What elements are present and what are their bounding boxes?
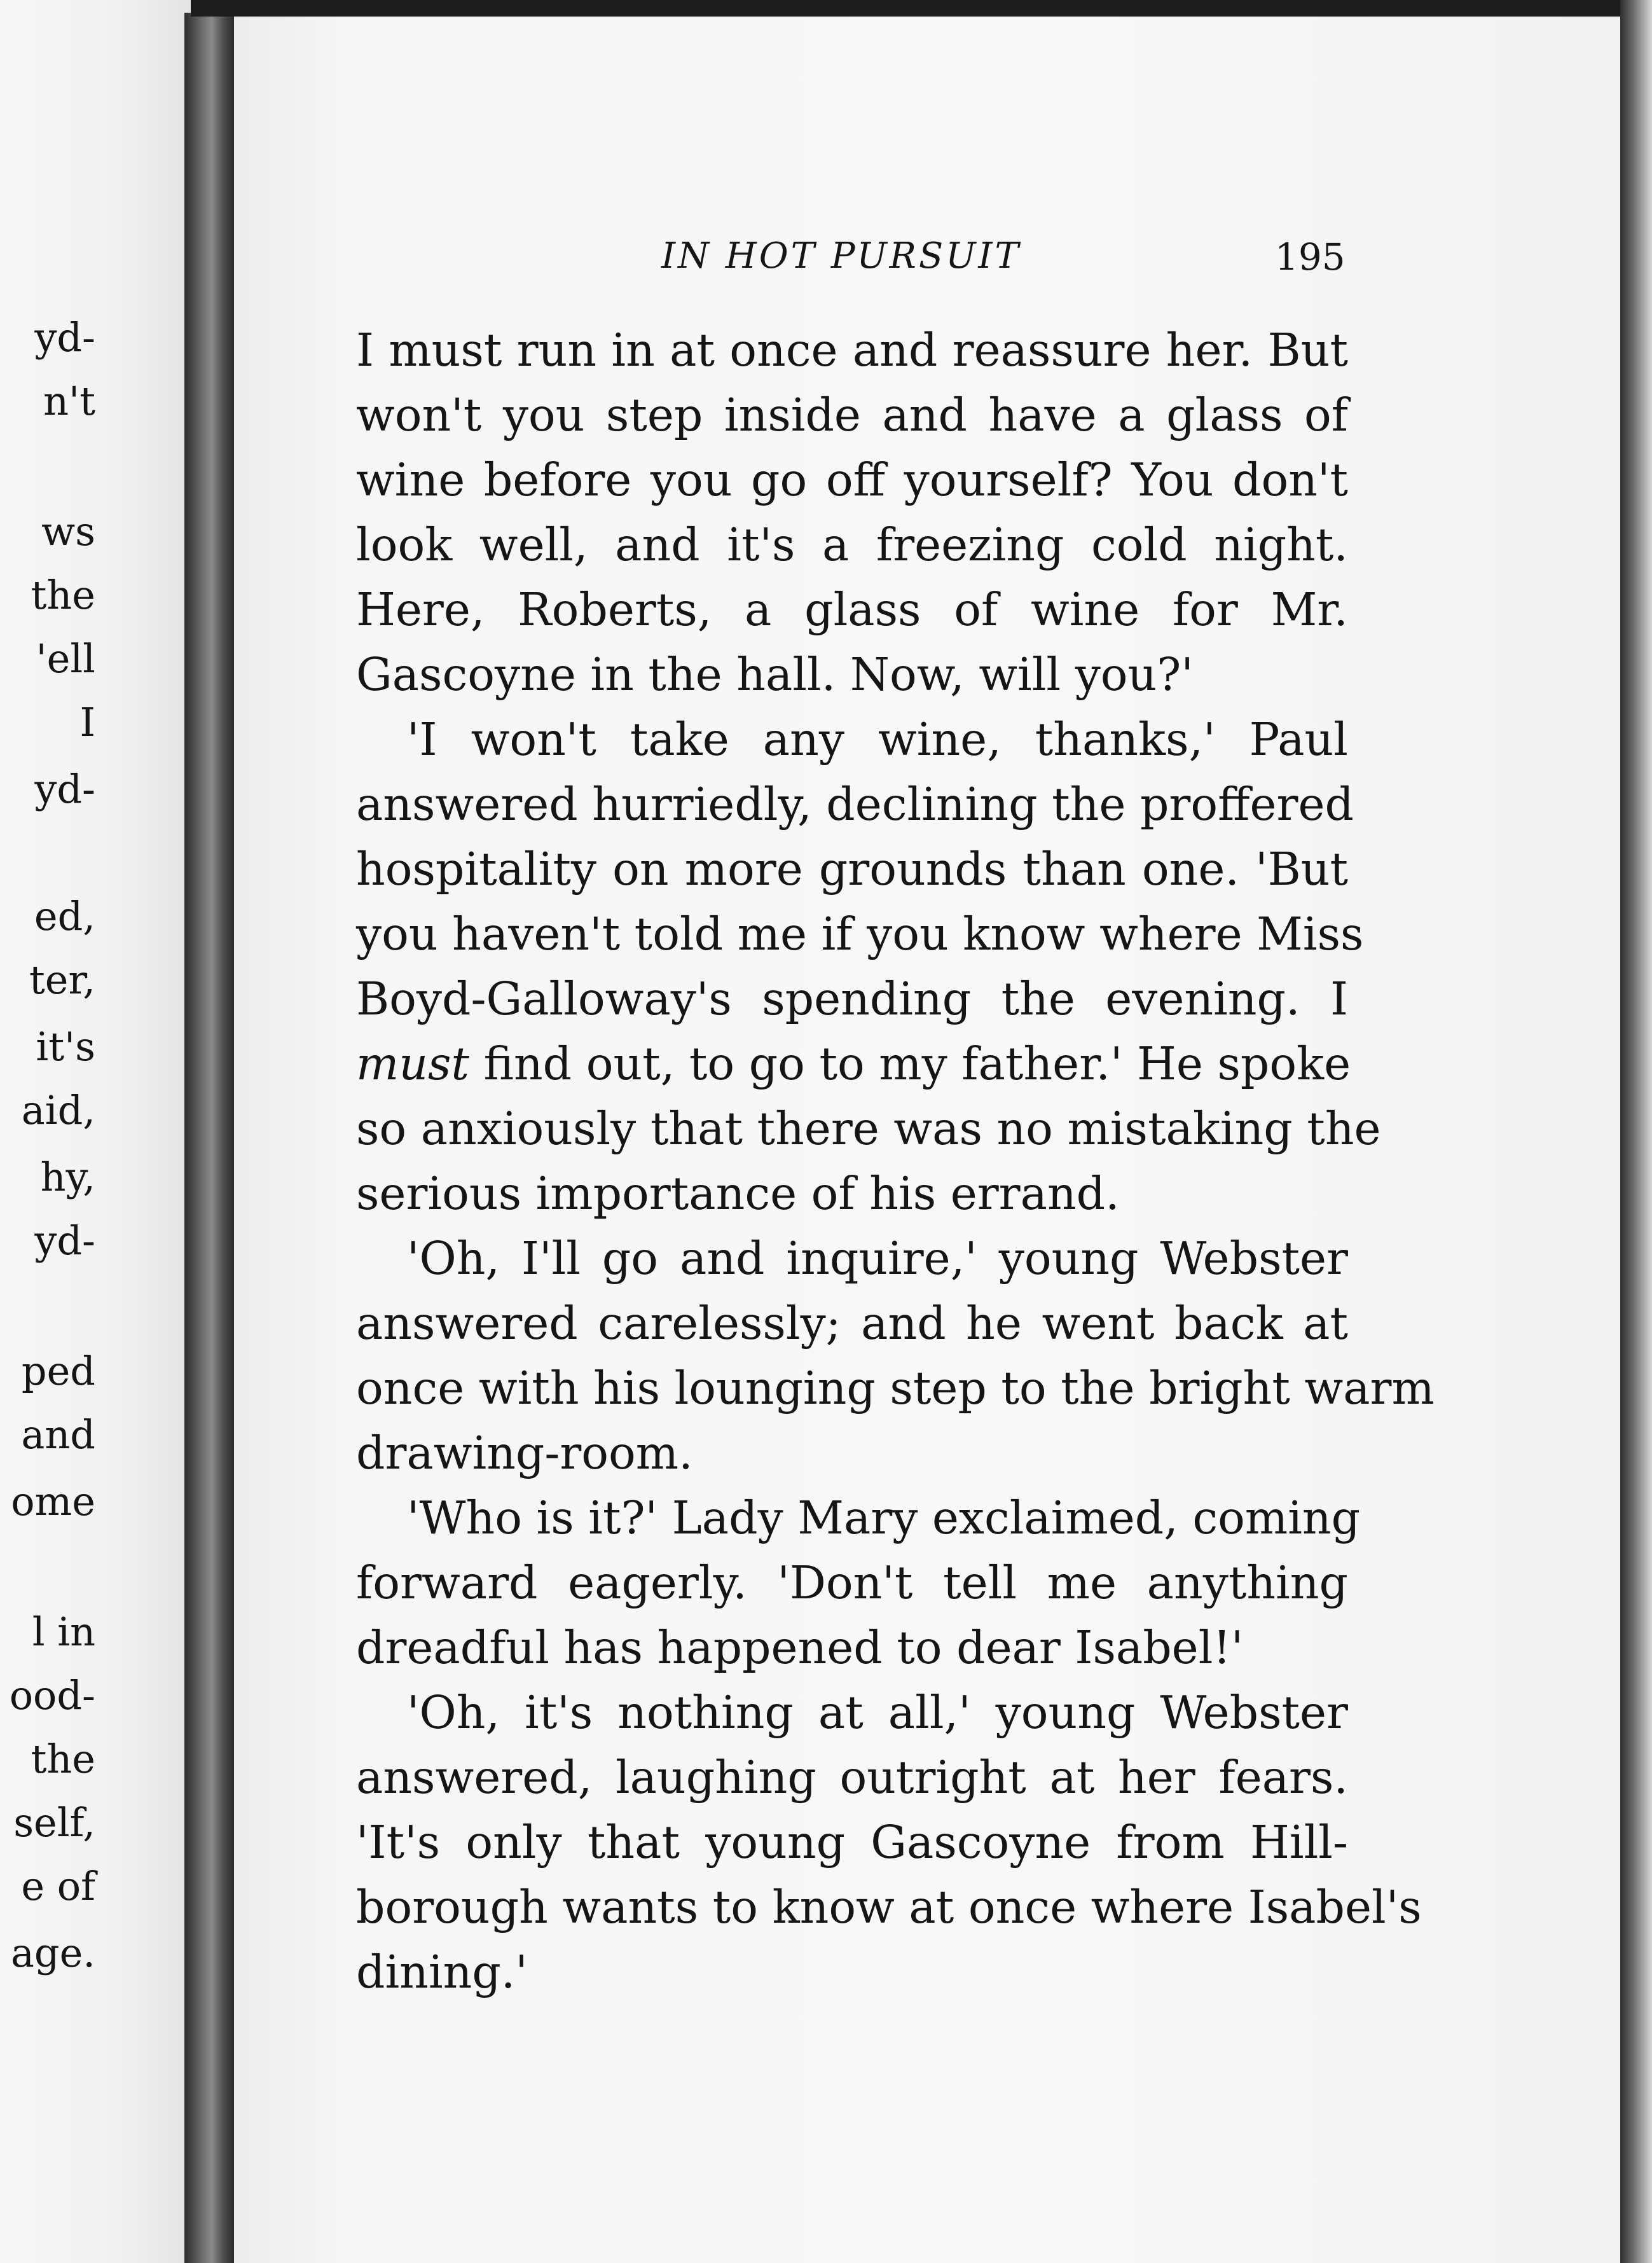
left-page-fragment: it's [36, 1023, 95, 1070]
left-page-fragment: l in [32, 1609, 95, 1655]
text-line: answered carelessly; and he went back at [356, 1297, 1348, 1350]
text-line: dining.' [356, 1946, 528, 1998]
text-line: look well, and it's a freezing cold night. [356, 518, 1348, 571]
left-page-fragment: yd- [34, 766, 95, 812]
left-facing-page [0, 0, 191, 2263]
left-page-fragment: age. [10, 1930, 95, 1976]
text-line: once with his lounging step to the bright warm [356, 1362, 1435, 1415]
left-page-fragment: the [31, 572, 95, 618]
left-page-fragment: ped [21, 1348, 95, 1394]
text-line: 'It's only that young Gascoyne from Hill- [356, 1816, 1348, 1869]
left-page-fragment: 'ell [36, 635, 95, 682]
left-page-fragment: self, [13, 1799, 95, 1846]
text-line: Gascoyne in the hall. Now, will you?' [356, 648, 1194, 701]
text-line: so anxiously that there was no mistaking the [356, 1102, 1381, 1155]
text-line: 'I won't take any wine, thanks,' Paul [407, 713, 1348, 766]
page-body-text [356, 318, 1435, 2005]
text-line: answered hurriedly, declining the proffered [356, 778, 1354, 831]
left-page-fragment: ws [41, 508, 95, 555]
running-head: IN HOT PURSUIT [661, 235, 1021, 277]
left-page-fragment: and [21, 1411, 95, 1458]
left-page-fragment: yd- [34, 314, 95, 361]
text-line: answered, laughing outright at her fears. [356, 1751, 1348, 1804]
left-page-fragment: ood- [9, 1672, 95, 1719]
left-page-fragment: ed, [34, 893, 95, 939]
left-page-fragment: ome [11, 1478, 95, 1525]
text-line: 'Who is it?' Lady Mary exclaimed, coming [407, 1491, 1361, 1544]
page-number: 195 [1275, 235, 1346, 279]
right-page-edge [1620, 0, 1652, 2263]
text-line: 'Oh, I'll go and inquire,' young Webster [407, 1232, 1348, 1285]
text-line: wine before you go off yourself? You don't [356, 453, 1348, 506]
left-page-fragment: aid, [21, 1087, 95, 1133]
text-line: serious importance of his errand. [356, 1167, 1120, 1220]
text-line: won't you step inside and have a glass of [356, 389, 1348, 441]
text-line: borough wants to know at once where Isabel's [356, 1881, 1422, 1934]
text-line: I must run in at once and reassure her. But [356, 324, 1348, 377]
left-page-fragment: ter, [29, 957, 95, 1003]
left-page-fragment: the [31, 1736, 95, 1782]
book-gutter [184, 13, 234, 2263]
text-line: drawing-room. [356, 1427, 693, 1479]
text-line [356, 1032, 1351, 1097]
left-page-fragment: I [79, 699, 95, 745]
text-line: hospitality on more grounds than one. 'But [356, 843, 1348, 896]
text-line: Boyd-Galloway's spending the evening. I [356, 972, 1348, 1025]
text-line-rest: find out, to go to my father.' He spoke [469, 1037, 1351, 1090]
text-line: Here, Roberts, a glass of wine for Mr. [356, 583, 1348, 636]
left-page-fragment: n't [43, 378, 95, 424]
left-page-fragment: hy, [40, 1154, 95, 1200]
text-line: 'Oh, it's nothing at all,' young Webster [407, 1686, 1348, 1739]
left-page-fragment: yd- [34, 1217, 95, 1264]
italic-emphasis: must [356, 1037, 470, 1090]
text-line: forward eagerly. 'Don't tell me anything [356, 1556, 1348, 1609]
text-line: you haven't told me if you know where Miss [356, 908, 1364, 960]
left-page-fragment: e of [21, 1863, 95, 1909]
text-line: dreadful has happened to dear Isabel!' [356, 1621, 1244, 1674]
top-shadow [191, 0, 1652, 17]
